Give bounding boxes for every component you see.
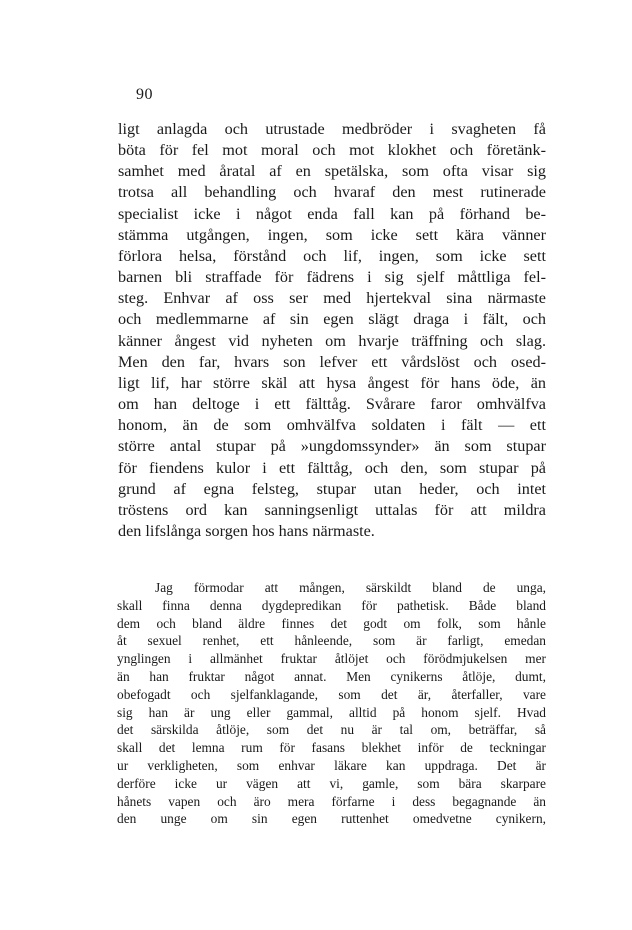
main-line: förlora helsa, förstånd och lif, ingen, som icke sett xyxy=(118,246,546,265)
note-line: obefogadt och sjelfanklagande, som det är, återfaller, vare xyxy=(117,686,546,702)
note-line: Jag förmodar att mången, särskildt bland de unga, xyxy=(155,580,546,595)
note-line: åt sexuel renhet, ett hånleende, som är farligt, emedan xyxy=(117,633,546,649)
main-line: ligt anlagda och utrustade medbröder i svagheten få xyxy=(118,120,546,138)
note-line: den unge om sin egen ruttenhet omedvetne cynikern, xyxy=(117,811,546,827)
main-line: samhet med åratal af en spetälska, som ofta visar sig xyxy=(118,162,546,181)
main-line: honom, än de som omhvälfva soldaten i fält — ett xyxy=(118,416,546,435)
note-line: sig han är ung eller gammal, alltid på honom sjelf. Hvad xyxy=(117,704,546,720)
note-line: det särskilda åtlöje, som det nu är tal om, beträffar, så xyxy=(117,722,546,738)
main-line: stämma utgången, ingen, som icke sett kära vänner xyxy=(118,225,546,244)
note-line: ynglingen i allmänhet fruktar åtlöjet och förödmjukelsen mer xyxy=(117,651,546,667)
main-line: och medlemmarne af sin egen slägt draga i fält, och xyxy=(118,310,546,329)
main-line: större antal stupar på »ungdomssynder» än som stupar xyxy=(118,437,546,456)
main-paragraph xyxy=(118,119,546,542)
main-line: grund af egna felsteg, stupar utan heder, och intet xyxy=(118,479,546,498)
main-line: ligt lif, har större skäl att hysa ångest för hans öde, än xyxy=(118,373,546,392)
main-line: böta för fel mot moral och mot klokhet och företänk- xyxy=(118,141,546,160)
main-line: specialist icke i något enda fall kan på förhand be- xyxy=(118,204,546,223)
main-line: den lifslånga sorgen hos hans närmaste. xyxy=(118,521,375,540)
main-line: steg. Enhvar af oss ser med hjertekval sina närmaste xyxy=(118,289,546,308)
note-paragraph xyxy=(117,579,546,828)
main-line: Men den far, hvars son lefver ett vårdslöst och osed- xyxy=(118,352,546,371)
note-line: ur verkligheten, som enhvar läkare kan uppdraga. Det är xyxy=(117,757,546,773)
main-line: känner ångest vid nyheten om hvarje träffning och slag. xyxy=(118,331,546,350)
main-line: för fiendens kulor i ett fälttåg, och den, som stupar på xyxy=(118,458,546,477)
main-line: om han deltoge i ett fälttåg. Svårare faror omhvälfva xyxy=(118,395,546,414)
note-line: derföre icke ur vägen att vi, gamle, som bära skarpare xyxy=(117,775,546,791)
main-line: tröstens ord kan sanningsenligt uttalas för att mildra xyxy=(118,500,546,519)
note-line: skall finna denna dygdepredikan för pathetisk. Både bland xyxy=(117,597,546,613)
main-line: trotsa all behandling och hvaraf den mest rutinerade xyxy=(118,183,546,202)
note-line: hånets vapen och äro mera förfarne i dess begagnande än xyxy=(117,793,546,809)
main-line: barnen bli straffade för fädrens i sig sjelf måttliga fel- xyxy=(118,268,546,287)
page-number: 90 xyxy=(136,86,153,103)
note-line: än han fruktar något annat. Men cynikerns åtlöje, dumt, xyxy=(117,668,546,684)
note-line: dem och bland äldre finnes det godt om folk, som hånle xyxy=(117,615,546,631)
note-line: skall det lemna rum för fasans blekhet inför de teckningar xyxy=(117,740,546,756)
